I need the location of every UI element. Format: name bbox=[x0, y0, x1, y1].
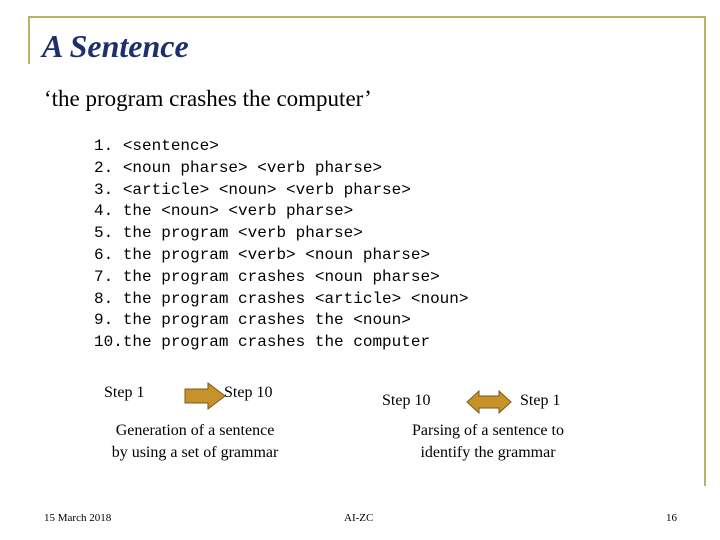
generation-description-line1: Generation of a sentence bbox=[115, 422, 275, 439]
derivation-step bbox=[94, 158, 468, 180]
step-text: the program crashes the computer bbox=[122, 333, 431, 352]
derivation-step bbox=[94, 245, 468, 267]
step-text: the program crashes the <noun> bbox=[122, 311, 411, 330]
step-number: 5. bbox=[94, 224, 114, 243]
double-arrow-shape bbox=[467, 391, 511, 413]
step-text: the <noun> <verb pharse> bbox=[122, 202, 354, 221]
derivation-step bbox=[94, 201, 468, 223]
derivation-step bbox=[94, 267, 468, 289]
derivation-steps bbox=[94, 136, 468, 354]
step-number: 7. bbox=[94, 267, 114, 286]
derivation-step bbox=[94, 332, 468, 354]
step-text: <article> <noun> <verb pharse> bbox=[122, 180, 411, 199]
derivation-step bbox=[94, 180, 468, 202]
step-text: <sentence> bbox=[122, 137, 219, 155]
parsing-description-line1: Parsing of a sentence to bbox=[412, 422, 564, 439]
derivation-step bbox=[94, 310, 468, 332]
derivation-step bbox=[94, 223, 468, 245]
parsing-description bbox=[376, 420, 600, 464]
generation-from-label: Step 1 bbox=[104, 384, 145, 401]
step-number: 3. bbox=[94, 180, 114, 199]
generation-description bbox=[82, 420, 308, 464]
frame-right-border bbox=[704, 16, 706, 486]
step-number: 9. bbox=[94, 311, 114, 330]
parsing-to-label: Step 1 bbox=[520, 392, 561, 409]
step-text: <noun pharse> <verb pharse> bbox=[122, 158, 383, 177]
step-number: 2. bbox=[94, 158, 114, 177]
example-sentence: ‘the program crashes the computer’ bbox=[44, 86, 372, 111]
step-number: 10. bbox=[94, 333, 123, 352]
step-number: 8. bbox=[94, 289, 114, 308]
generation-description-line2: by using a set of grammar bbox=[111, 444, 279, 461]
parsing-from-label: Step 10 bbox=[382, 392, 431, 409]
derivation-step bbox=[94, 136, 468, 158]
frame-top-border bbox=[28, 16, 706, 18]
step-number: 6. bbox=[94, 245, 114, 264]
generation-to-label: Step 10 bbox=[224, 384, 273, 401]
step-number: 4. bbox=[94, 202, 114, 221]
step-text: the program <verb pharse> bbox=[122, 224, 363, 243]
step-text: the program crashes <noun pharse> bbox=[122, 267, 440, 286]
slide-title: A Sentence bbox=[42, 28, 189, 64]
parsing-description-line2: identify the grammar bbox=[420, 444, 556, 461]
footer-page-number: 16 bbox=[666, 512, 677, 524]
derivation-step bbox=[94, 289, 468, 311]
step-number: 1. bbox=[94, 137, 114, 155]
footer-course: AI-ZC bbox=[344, 512, 374, 524]
double-arrow-icon bbox=[466, 390, 512, 414]
step-text: the program <verb> <noun pharse> bbox=[122, 245, 431, 264]
right-arrow-icon bbox=[184, 382, 226, 410]
right-arrow-shape bbox=[185, 383, 225, 409]
frame-left-border bbox=[28, 16, 30, 64]
step-text: the program crashes <article> <noun> bbox=[122, 289, 469, 308]
footer-date: 15 March 2018 bbox=[44, 512, 112, 524]
